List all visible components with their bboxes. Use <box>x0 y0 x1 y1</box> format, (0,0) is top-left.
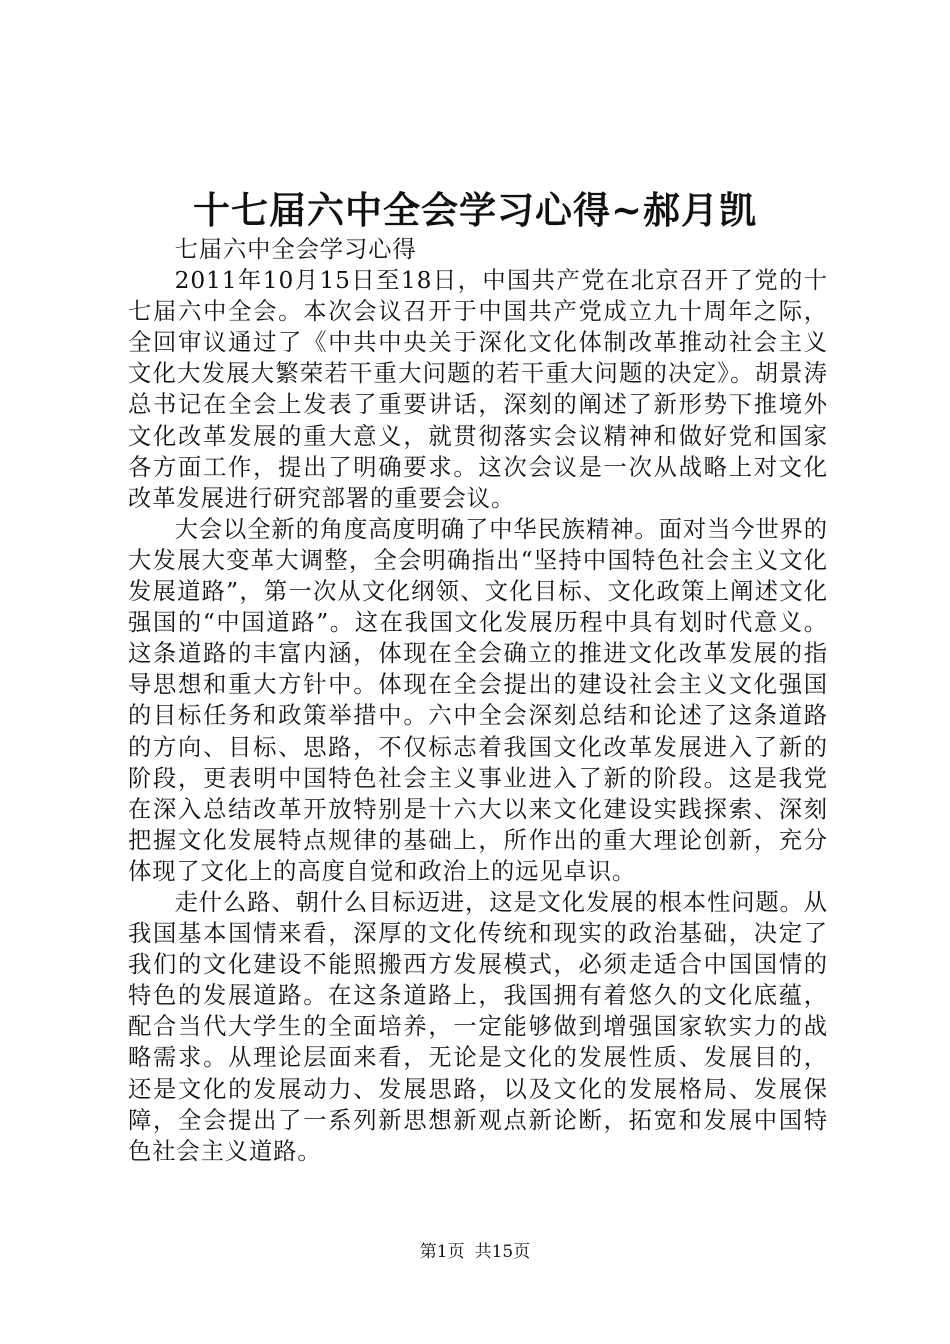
page-number: 第1页 <box>419 1242 465 1262</box>
document-title: 十七届六中全会学习心得~郝月凯 <box>192 188 757 232</box>
paragraph-2: 大会以全新的角度高度明确了中华民族精神。面对当今世界的大发展大变革大调整，全会明确指出“坚持中国特色社会主义文化发展道路”，第一次从文化纲领、文化目标、文化政策上阐述文化强国的“中国道路”。这在我国文化发展历程中具有划时代意义。这条道路的丰富内涵，体现在全会确立的推进文化改革发展的指导思想和重大方针中。体现在全会提出的建设社会主义文化强国的目标任务和政策举措中。六中全会深刻总结和论述了这条道路的方向、目标、思路，不仅标志着我国文化改革发展进入了新的阶段，更表明中国特色社会主义事业进入了新的阶段。这是我党在深入总结改革开放特别是十六大以来文化建设实践探索、深刻把握文化发展特点规律的基础上，所作出的重大理论创新，充分体现了文化上的高度自觉和政治上的远见卓识。 <box>128 515 828 885</box>
document-subtitle: 七届六中全会学习心得 <box>174 236 417 263</box>
paragraph-1: 2011年10月15日至18日，中国共产党在北京召开了党的十七届六中全会。本次会议召开于中国共产党成立九十周年之际，全回审议通过了《中共中央关于深化文化体制改革推动社会主义文化大发展大繁荣若干重大问题的若干重大问题的决定》。胡景涛总书记在全会上发表了重要讲话，深刻的阐述了新形势下推境外文化改革发展的重大意义，就贯彻落实会议精神和做好党和国家各方面工作，提出了明确要求。这次会议是一次从战略上对文化改革发展进行研究部署的重要会议。 <box>128 267 828 512</box>
page-footer <box>0 1240 950 1264</box>
document-body <box>128 234 828 1167</box>
paragraph-3: 走什么路、朝什么目标迈进，这是文化发展的根本性问题。从我国基本国情来看，深厚的文化传统和现实的政治基础，决定了我们的文化建设不能照搬西方发展模式，必须走适合中国国情的特色的发展道路。在这条道路上，我国拥有着悠久的文化底蕴，配合当代大学生的全面培养，一定能够做到增强国家软实力的战略需求。从理论层面来看，无论是文化的发展性质、发展目的，还是文化的发展动力、发展思路，以及文化的发展格局、发展保障，全会提出了一系列新思想新观点新论断，拓宽和发展中国特色社会主义道路。 <box>128 888 828 1165</box>
page-total: 共15页 <box>474 1242 531 1262</box>
